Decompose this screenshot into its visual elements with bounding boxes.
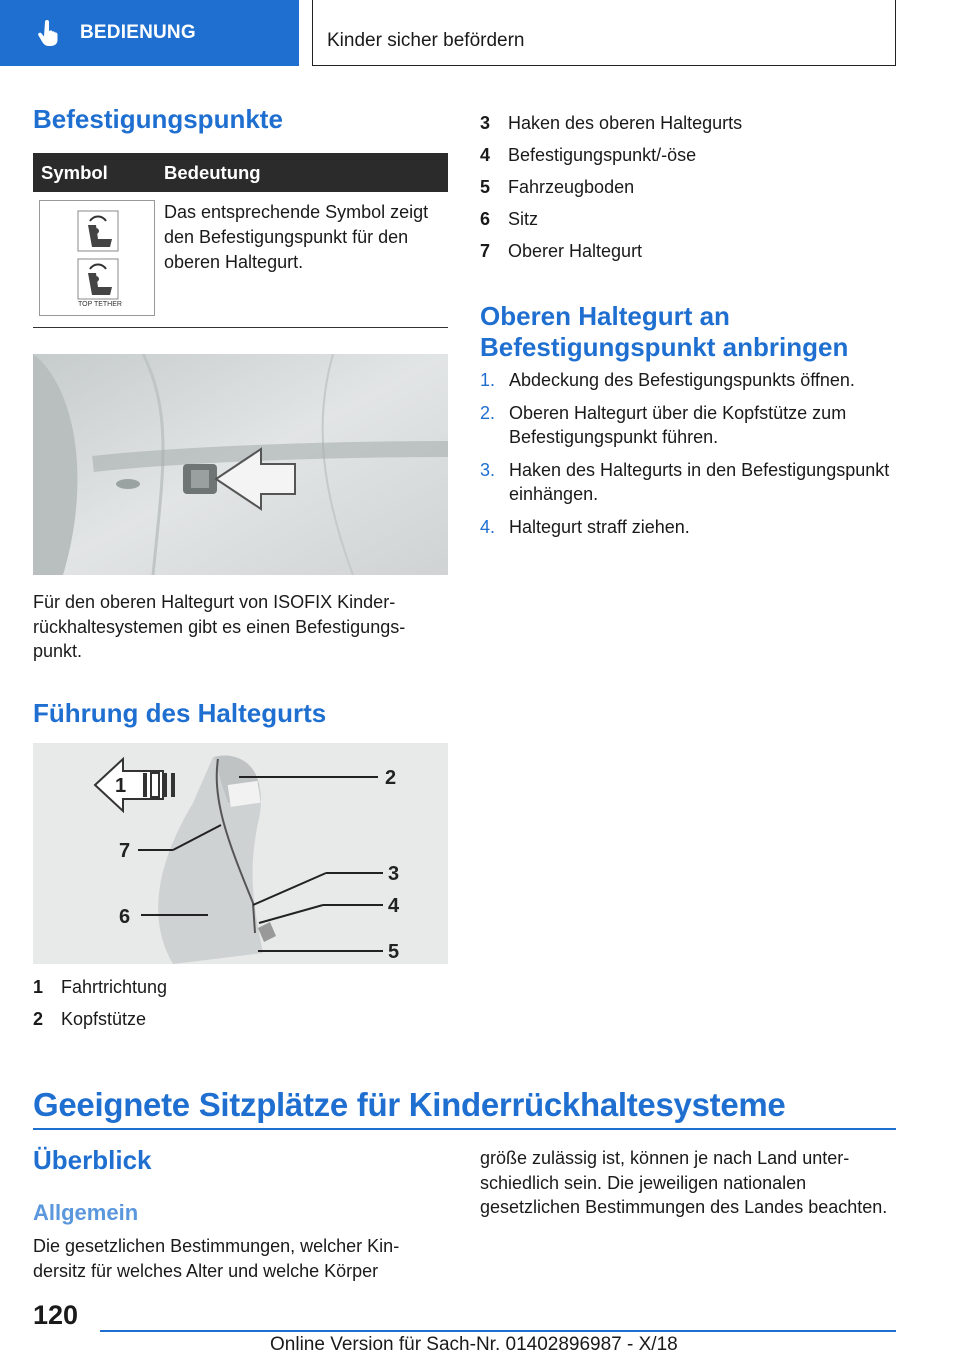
section-label: BEDIENUNG (80, 22, 196, 43)
routing-legend-right (480, 113, 900, 273)
anchor-caption: Für den oberen Haltegurt von ISOFIX Kinderrückhaltesystemen gibt es einen Befestigungspunkt. (33, 592, 406, 661)
legend-text: Kopfstütze (61, 1009, 147, 1029)
child-seat-icon (40, 201, 156, 317)
chapter-box (312, 0, 896, 66)
seats-text-right: größe zulässig ist, können je nach Land unterschiedlich sein. Die jeweiligen nationalen gesetzlichen Bestimmungen des Landes beachten. (480, 1148, 888, 1217)
list-item (33, 977, 448, 1009)
list-item (480, 209, 900, 241)
col-meaning: Bedeutung (164, 162, 261, 183)
list-item (480, 368, 900, 393)
anchor-points-heading: Befestigungspunkte (33, 104, 283, 134)
diagram-label-7: 7 (119, 840, 131, 862)
diagram-label-4: 4 (388, 895, 400, 917)
step-text: Haltegurt straff ziehen. (509, 516, 690, 537)
legend-num: 2 (33, 1009, 44, 1029)
hand-pointer-icon (34, 18, 64, 48)
step-text: Oberen Haltegurt über die Kopfstütze zum Befestigungspunkt führen. (509, 402, 847, 447)
list-item (480, 145, 900, 177)
page-number: 120 (33, 1300, 79, 1330)
legend-num: 5 (480, 177, 491, 197)
diagram-label-5: 5 (388, 941, 400, 963)
legend-num: 3 (480, 113, 491, 133)
list-item (480, 113, 900, 145)
legend-num: 7 (480, 241, 491, 261)
table-row (33, 192, 448, 328)
seats-heading: Geeignete Sitzplätze für Kinderrückhaltesysteme (33, 1086, 786, 1123)
attach-heading-line1: Oberen Haltegurt an (480, 301, 730, 331)
diagram-label-1: 1 (115, 775, 127, 797)
legend-num: 6 (480, 209, 491, 229)
footer-rule (100, 1330, 896, 1332)
legend-num: 4 (480, 145, 491, 165)
step-number: 3. (480, 459, 496, 480)
chapter-title: Kinder sicher befördern (327, 30, 525, 51)
attach-heading (480, 301, 848, 363)
step-number: 2. (480, 402, 496, 423)
heading-rule (33, 1128, 896, 1130)
step-number: 1. (480, 370, 496, 390)
list-item (480, 458, 900, 507)
legend-text: Fahrzeugboden (508, 177, 635, 197)
step-number: 4. (480, 516, 496, 537)
list-item (480, 241, 900, 273)
general-heading: Allgemein (33, 1200, 139, 1225)
top-tether-symbol (39, 200, 155, 316)
diagram-label-2: 2 (385, 767, 397, 789)
col-symbol: Symbol (41, 162, 108, 183)
legend-text: Fahrtrichtung (61, 977, 168, 997)
legend-text: Befestigungspunkt/-öse (508, 145, 697, 165)
routing-heading: Führung des Haltegurts (33, 698, 327, 728)
table-header (33, 153, 448, 192)
step-text: Abdeckung des Befestigungspunkts öffnen. (509, 370, 855, 390)
top-tether-caption: TOP TETHER (78, 301, 122, 308)
list-item (480, 177, 900, 209)
legend-text: Haken des oberen Haltegurts (508, 113, 743, 133)
symbol-meaning: Das entsprechende Symbol zeigt den Befestigungspunkt für den oberen Haltegurt. (164, 202, 429, 272)
list-item (33, 1009, 448, 1041)
symbol-table (33, 153, 448, 328)
seats-text-left: Die gesetzlichen Bestimmungen, welcher Kindersitz für welches Alter und welche Körper (33, 1236, 400, 1281)
attach-steps (480, 368, 900, 547)
anchor-point-photo (33, 354, 448, 575)
legend-num: 1 (33, 977, 44, 997)
legend-text: Sitz (508, 209, 539, 229)
attach-heading-line2: Befestigungspunkt anbringen (480, 332, 849, 362)
diagram-label-6: 6 (119, 906, 131, 928)
legend-text: Oberer Haltegurt (508, 241, 643, 261)
list-item (480, 515, 900, 540)
routing-diagram (33, 743, 448, 964)
step-text: Haken des Haltegurts in den Befestigungspunkt einhängen. (509, 459, 890, 504)
overview-heading: Überblick (33, 1145, 152, 1175)
section-tab (0, 0, 299, 66)
list-item (480, 401, 900, 450)
diagram-label-3: 3 (388, 863, 400, 885)
routing-legend-left (33, 977, 448, 1041)
footer-online-version: Online Version für Sach-Nr. 01402896987 - X/18 (270, 1334, 678, 1355)
